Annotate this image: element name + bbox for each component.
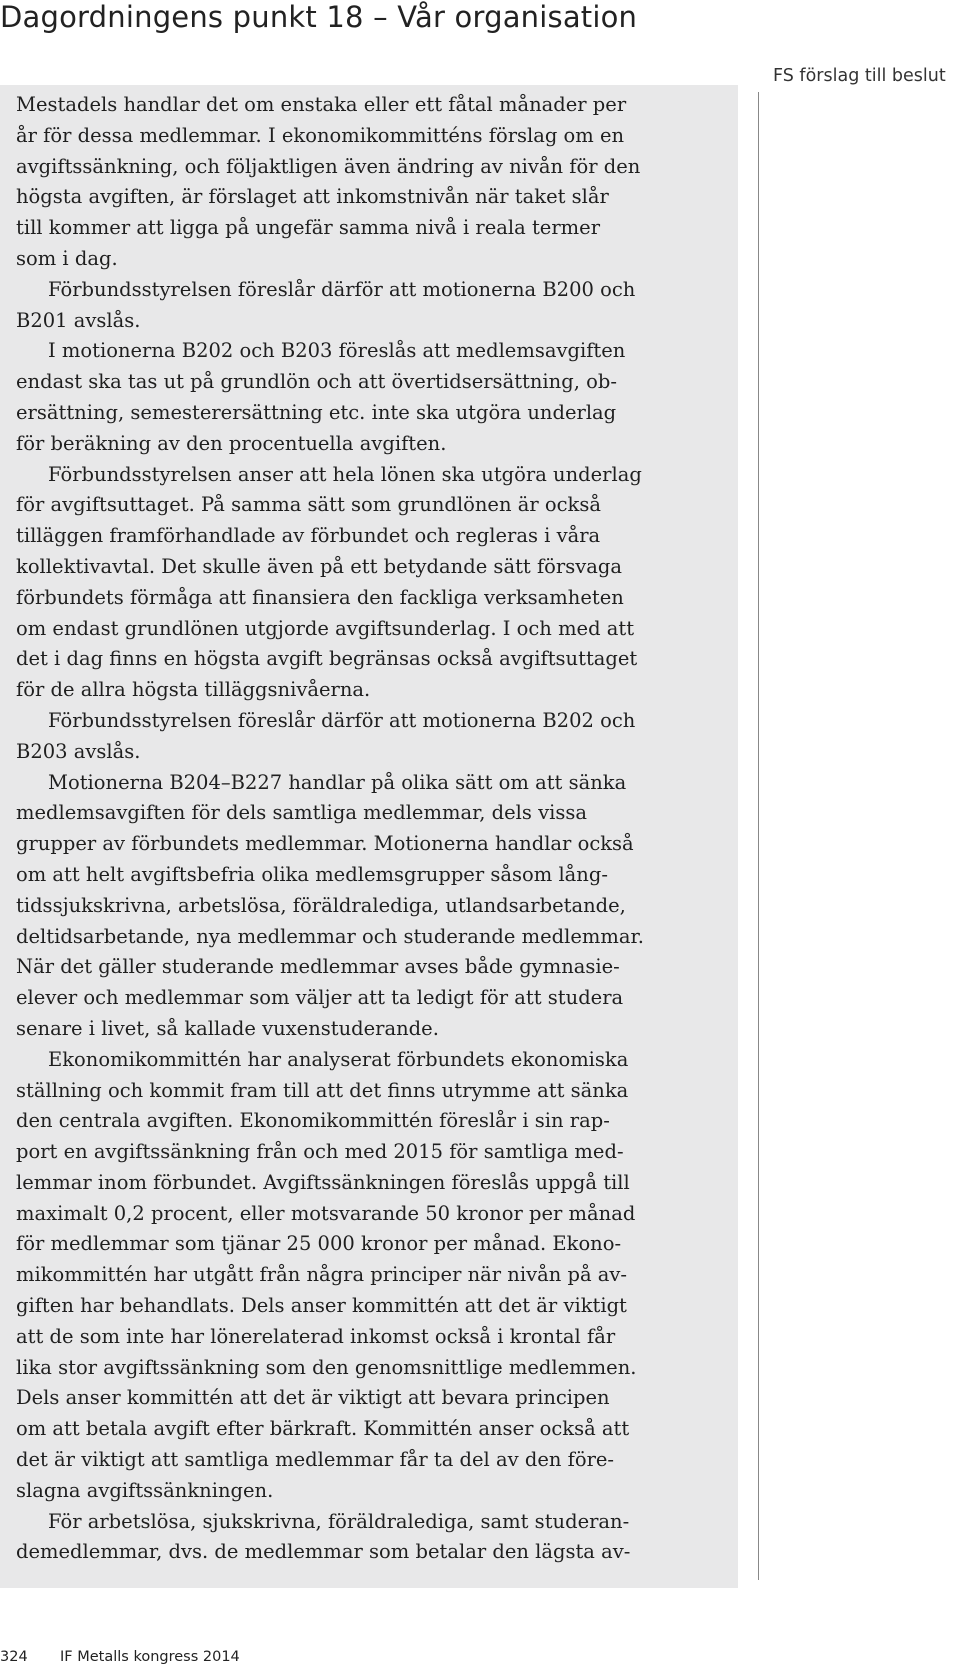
text-line: tidssjukskrivna, arbetslösa, föräldralediga, utlandsarbetande, [16,893,626,917]
text-line: ställning och kommit fram till att det finns utrymme att sänka [16,1078,629,1102]
text-line: maximalt 0,2 procent, eller motsvarande 50 kronor per månad [16,1201,636,1225]
text-line: det är viktigt att samtliga medlemmar får ta del av den före- [16,1448,615,1472]
text-line: Dels anser kommittén att det är viktigt att bevara principen [16,1386,610,1410]
text-line: lemmar inom förbundet. Avgiftssänkningen föreslås uppgå till [16,1170,630,1194]
text-line: år för dessa medlemmar. I ekonomikommitténs förslag om en [16,123,625,147]
text-line: slagna avgiftssänkningen. [16,1478,274,1502]
text-line: giften har behandlats. Dels anser kommittén att det är viktigt [16,1294,627,1318]
sidebar-rule [758,92,759,1580]
sidebar-label: FS förslag till beslut [773,66,946,86]
text-line: endast ska tas ut på grundlön och att övertidsersättning, ob- [16,370,617,394]
text-line: medlemsavgiften för dels samtliga medlemmar, dels vissa [16,801,588,825]
text-line: den centrala avgiften. Ekonomikommittén föreslår i sin rap- [16,1109,610,1133]
text-line: Förbundsstyrelsen anser att hela lönen ska utgöra underlag [48,462,642,486]
text-line: högsta avgiften, är förslaget att inkomstnivån när taket slår [16,185,609,209]
text-line: för medlemmar som tjänar 25 000 kronor per månad. Ekono- [16,1232,622,1256]
text-line: om att helt avgiftsbefria olika medlemsgrupper såsom lång- [16,862,608,886]
text-line: det i dag finns en högsta avgift begränsas också avgiftsuttaget [16,647,638,671]
text-line: deltidsarbetande, nya medlemmar och studerande medlemmar. [16,924,644,948]
text-line: om att betala avgift efter bärkraft. Kommittén anser också att [16,1417,630,1441]
text-line: som i dag. [16,246,118,270]
text-line: till kommer att ligga på ungefär samma nivå i reala termer [16,216,601,240]
text-line: tilläggen framförhandlade av förbundet och regleras i våra [16,524,601,548]
text-line: B203 avslås. [16,739,141,763]
text-line: för beräkning av den procentuella avgiften. [16,431,447,455]
text-line: kollektivavtal. Det skulle även på ett betydande sätt försvaga [16,554,622,578]
text-line: att de som inte har lönerelaterad inkomst också i krontal får [16,1324,616,1348]
text-line: mikommittén har utgått från några principer när nivån på av- [16,1263,628,1287]
text-line: avgiftssänkning, och följaktligen även ändring av nivån för den [16,154,641,178]
text-line: För arbetslösa, sjukskrivna, föräldralediga, samt studeran- [48,1509,630,1533]
text-line: grupper av förbundets medlemmar. Motionerna handlar också [16,832,634,856]
text-line: Förbundsstyrelsen föreslår därför att motionerna B202 och [48,708,636,732]
text-line: ersättning, semesterersättning etc. inte ska utgöra underlag [16,400,617,424]
publication-name: IF Metalls kongress 2014 [60,1649,240,1665]
page-title: Dagordningens punkt 18 – Vår organisation [0,0,638,34]
text-line: Ekonomikommittén har analyserat förbundets ekonomiska [48,1047,629,1071]
text-line: för avgiftsuttaget. På samma sätt som grundlönen är också [16,493,601,517]
text-line: lika stor avgiftssänkning som den genomsnittlige medlemmen. [16,1355,637,1379]
body-text [16,90,736,1568]
text-line: elever och medlemmar som väljer att ta ledigt för att studera [16,986,624,1010]
text-line: förbundets förmåga att finansiera den fackliga verksamheten [16,585,624,609]
text-line: port en avgiftssänkning från och med 2015 för samtliga med- [16,1140,624,1164]
page-footer [0,1649,240,1665]
text-line: Mestadels handlar det om enstaka eller ett fåtal månader per [16,93,627,116]
text-line: senare i livet, så kallade vuxenstuderande. [16,1016,439,1040]
text-line: Motionerna B204–B227 handlar på olika sätt om att sänka [48,770,627,794]
text-line: I motionerna B202 och B203 föreslås att medlemsavgiften [48,339,626,363]
page-number: 324 [0,1649,28,1665]
text-line: demedlemmar, dvs. de medlemmar som betalar den lägsta av- [16,1540,631,1564]
text-line: När det gäller studerande medlemmar avses både gymnasie- [16,955,620,979]
text-line: om endast grundlönen utgjorde avgiftsunderlag. I och med att [16,616,635,640]
text-line: Förbundsstyrelsen föreslår därför att motionerna B200 och [48,277,636,301]
text-line: B201 avslås. [16,308,141,332]
text-line: för de allra högsta tilläggsnivåerna. [16,678,371,702]
